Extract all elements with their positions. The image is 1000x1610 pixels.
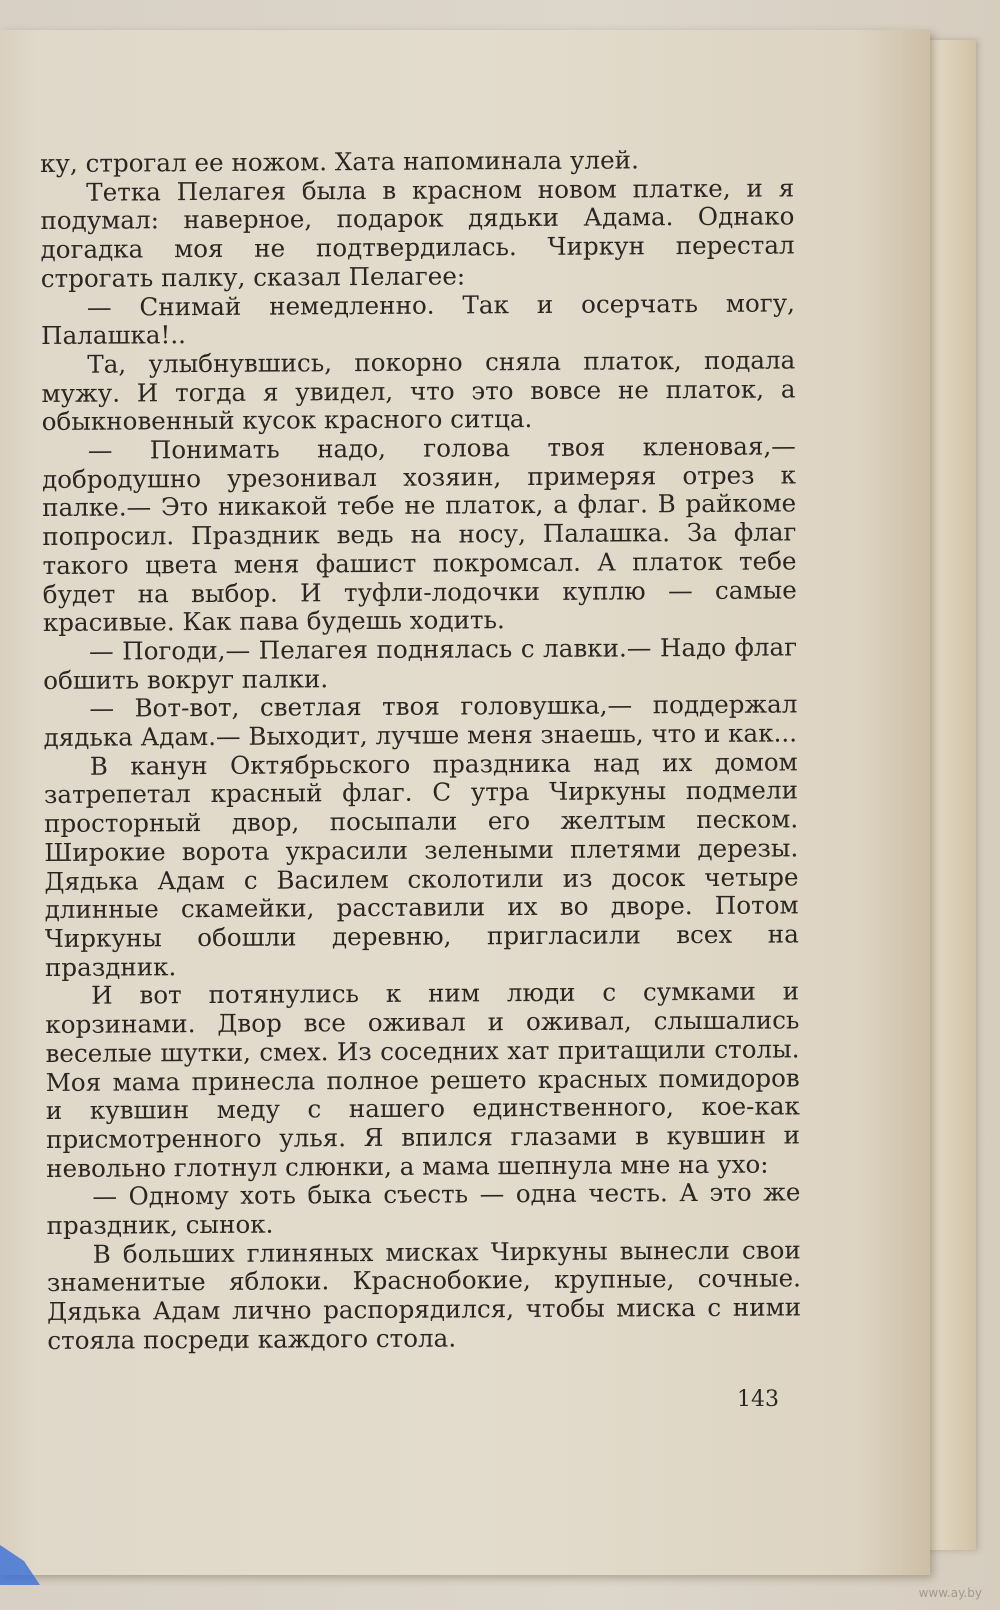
paragraph: В больших глиняных мисках Чиркуны вынесли свои знаменитые яблоки. Краснобокие, крупные, сочные. Дядька Адам лично распорядился, чтобы миска с ними стояла посреди каждого стола. xyxy=(46,1235,802,1355)
page-text-block xyxy=(40,145,801,1355)
dialogue-paragraph: — Вот-вот, светлая твоя головушка,— поддержал дядька Адам.— Выходит, лучше меня знаешь, что и как... xyxy=(43,689,798,753)
watermark: www.ay.by xyxy=(918,1586,982,1600)
paragraph: Та, улыбнувшись, покорно сняла платок, подала мужу. И тогда я увидел, что это вовсе не платок, а обыкновенный кусок красного ситца. xyxy=(41,345,796,437)
book-page xyxy=(0,30,930,1575)
paragraph-continuation: ку, строгал ее ножом. Хата напоминала улей. xyxy=(39,145,639,178)
dialogue-paragraph: — Понимать надо, голова твоя кленовая,— добродушно урезонивал хозяин, примеряя отрез к палке.— Это никакой тебе не платок, а флаг. В райкоме попросил. Праздник ведь на носу, Палашка. За флаг такого цвета меня фашист покромсал. А платок тебе будет на выбор. И туфли-лодочки куплю — самые красивые. Как пава будешь ходить. xyxy=(41,431,797,638)
paragraph: В канун Октябрьского праздника над их домом затрепетал красный флаг. С утра Чиркуны подмели просторный двор, посыпали его желтым песком. Широкие ворота украсили зелеными плетями дерезы. Дядька Адам с Василем сколотили из досок четыре длинные скамейки, расставили их во дворе. Потом Чиркуны обошли деревню, пригласили всех на праздник. xyxy=(43,747,799,982)
dialogue-paragraph: — Одному хоть быка съесть — одна честь. А это же праздник, сынок. xyxy=(46,1177,801,1240)
dialogue-paragraph: — Погоди,— Пелагея поднялась с лавки.— Надо флаг обшить вокруг палки. xyxy=(43,632,798,695)
page-number: 143 xyxy=(737,1387,779,1412)
paragraph: И вот потянулись к ним люди с сумками и корзинами. Двор все оживал и оживал, слышались веселые шутки, смех. Из соседних хат притащили столы. Моя мама принесла полное решето красных помидоров и кувшин меду с нашего единственного, кое-как присмотренного улья. Я впился глазами в кувшин и невольно глотнул слюнки, а мама шепнула мне на ухо: xyxy=(45,976,801,1183)
paragraph: Тетка Пелагея была в красном новом платке, и я подумал: наверное, подарок дядьки Адама. Однако догадка моя не подтвердилась. Чиркун перестал строгать палку, сказал Пелагее: xyxy=(40,173,795,293)
dialogue-paragraph: — Снимай немедленно. Так и осерчать могу, Палашка!.. xyxy=(41,287,796,351)
